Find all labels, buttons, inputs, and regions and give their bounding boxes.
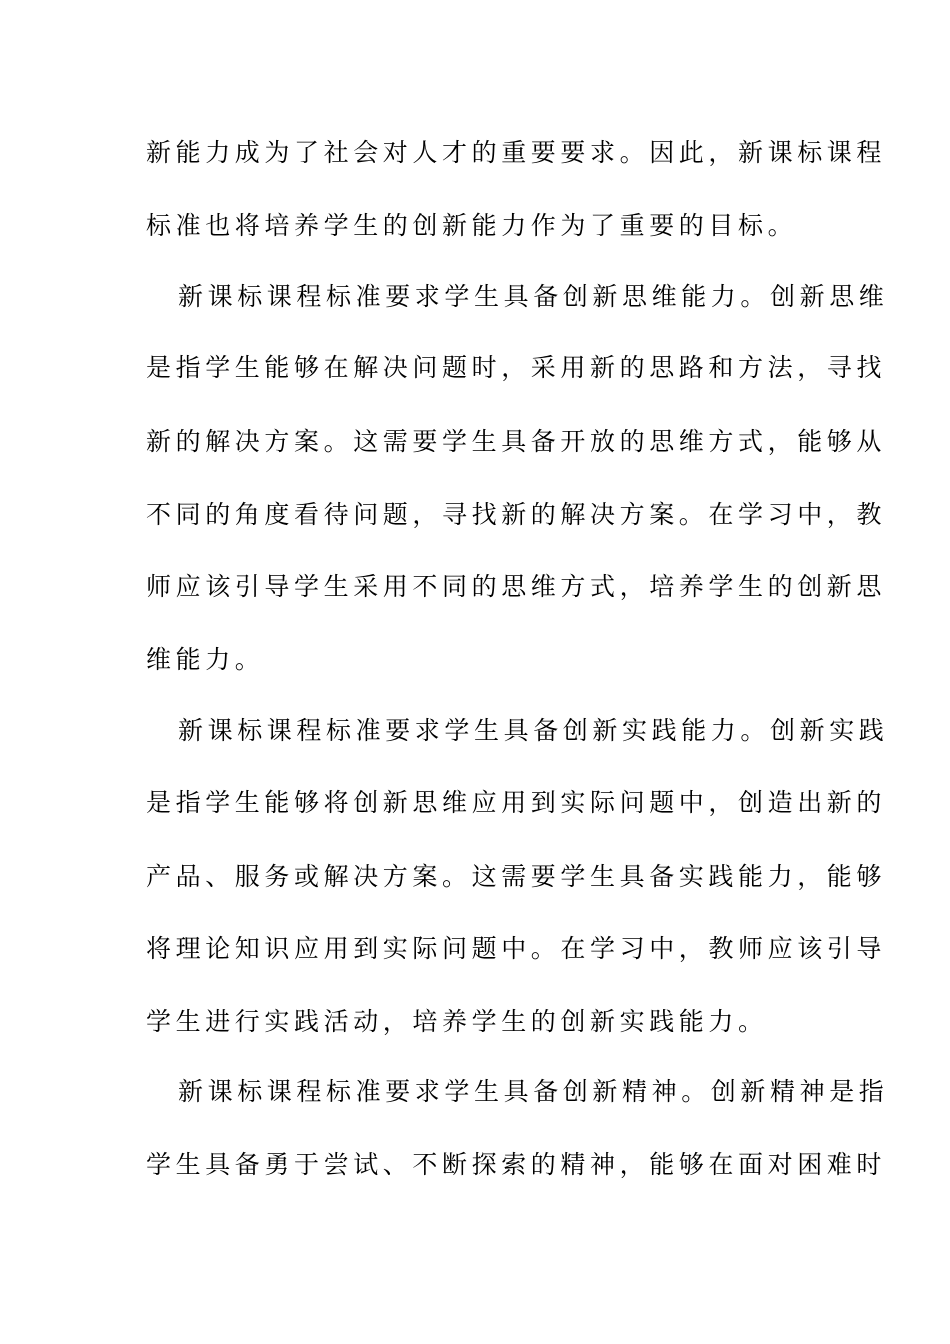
text-line: 是指学生能够在解决问题时，采用新的思路和方法，寻找	[146, 353, 887, 382]
text-line: 新课标课程标准要求学生具备创新精神。创新精神是指	[178, 1077, 889, 1106]
text-line: 新课标课程标准要求学生具备创新思维能力。创新思维	[178, 282, 889, 311]
text-line: 将理论知识应用到实际问题中。在学习中，教师应该引导	[146, 934, 887, 963]
text-line: 师应该引导学生采用不同的思维方式，培养学生的创新思	[146, 572, 887, 601]
text-line: 维能力。	[146, 645, 265, 674]
text-line: 新课标课程标准要求学生具备创新实践能力。创新实践	[178, 716, 889, 745]
text-line: 新的解决方案。这需要学生具备开放的思维方式，能够从	[146, 427, 887, 456]
text-line: 不同的角度看待问题，寻找新的解决方案。在学习中，教	[146, 500, 887, 529]
text-line: 新能力成为了社会对人才的重要要求。因此，新课标课程	[146, 138, 887, 167]
text-line: 学生具备勇于尝试、不断探索的精神，能够在面对困难时	[146, 1150, 887, 1179]
text-line: 是指学生能够将创新思维应用到实际问题中，创造出新的	[146, 788, 887, 817]
text-line: 标准也将培养学生的创新能力作为了重要的目标。	[146, 211, 798, 240]
text-line: 产品、服务或解决方案。这需要学生具备实践能力，能够	[146, 862, 887, 891]
text-line: 学生进行实践活动，培养学生的创新实践能力。	[146, 1007, 768, 1036]
